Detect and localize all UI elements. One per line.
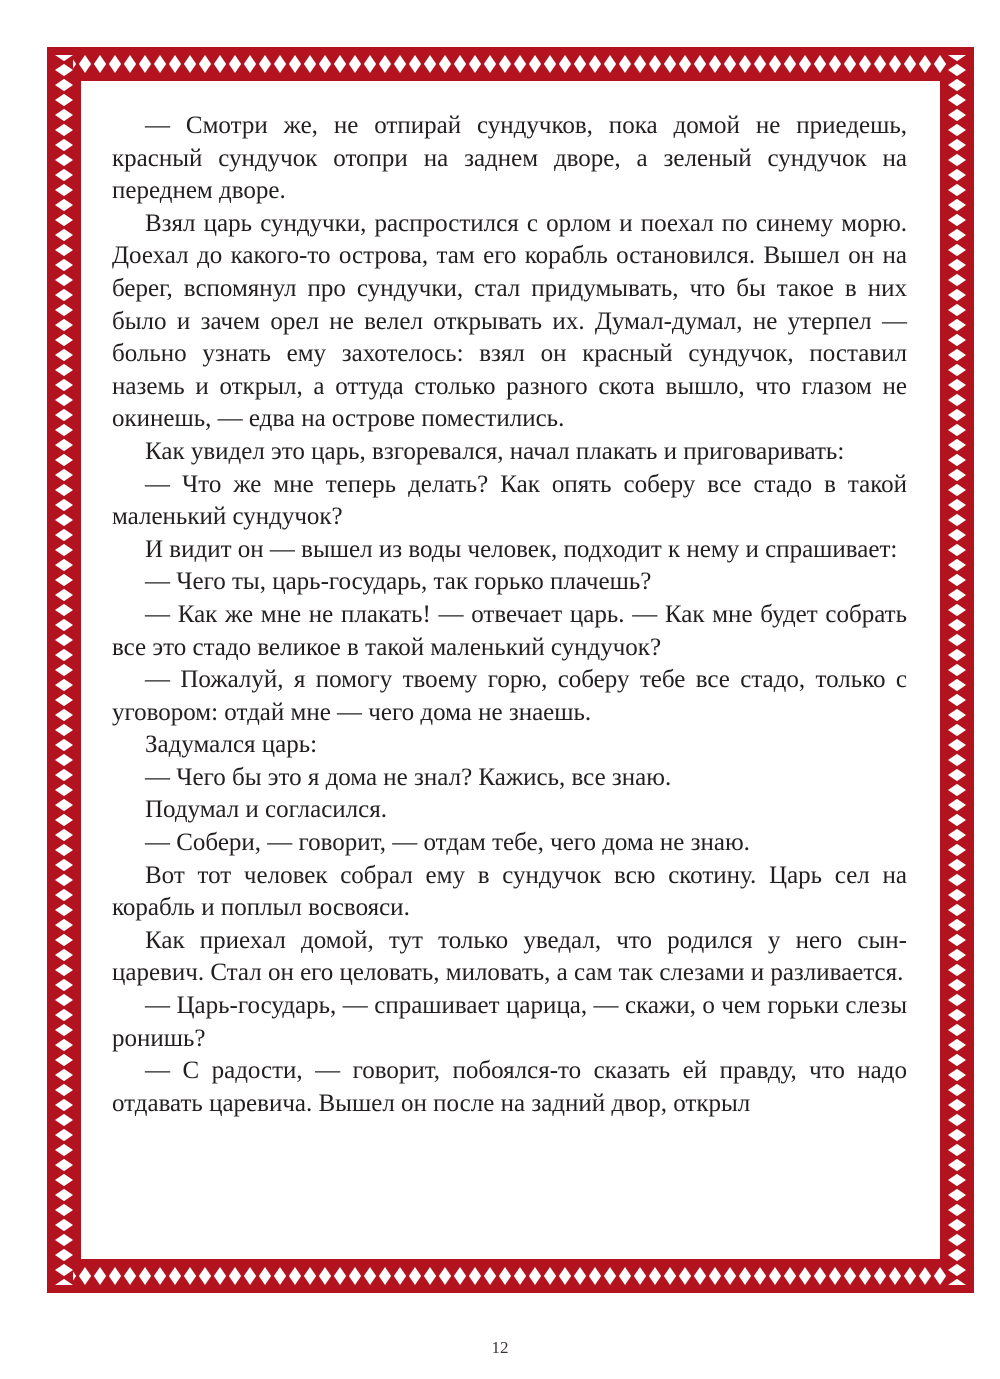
paragraph: Как приехал домой, тут только уведал, что родился у него сын-царевич. Стал он его целовать, миловать, а сам так слезами и разливается. — [112, 926, 907, 987]
story-text — [112, 110, 907, 1120]
border-ornament-left — [55, 55, 73, 1285]
border-ornament-top — [55, 55, 966, 73]
paragraph: Вот тот человек собрал ему в сундучок всю скотину. Царь сел на корабль и поплыл восвояси. — [112, 861, 907, 922]
paragraph: Подумал и согласился. — [145, 796, 387, 824]
paragraph: Как увидел это царь, взгоревался, начал плакать и приговаривать: — [145, 437, 845, 465]
border-ornament-right — [948, 55, 966, 1285]
border-ornament-bottom — [55, 1267, 966, 1285]
paragraph: — Что же мне теперь делать? Как опять соберу все стадо в такой маленький сундучок? — [112, 470, 907, 531]
paragraph: Взял царь сундучки, распростился с орлом и поехал по синему морю. Доехал до какого-то острова, там его корабль остановился. Вышел он на берег, вспомянул про сундучки, стал придумывать, что бы такое в них было и зачем орел не велел открывать их. Думал-думал, не утерпел — больно узнать ему захотелось: взял он красный сундучок, поставил наземь и открыл, а оттуда столько разного скота вышло, что глазом не окинешь, — едва на острове поместились. — [112, 209, 907, 433]
paragraph: Задумался царь: — [145, 731, 318, 759]
paragraph: — Смотри же, не отпирай сундучков, пока домой не приедешь, красный сундучок отопри на заднем дворе, а зеленый сундучок на переднем дворе. — [112, 112, 907, 205]
paragraph: — Как же мне не плакать! — отвечает царь. — Как мне будет собрать все это стадо великое в такой маленький сундучок? — [112, 600, 907, 661]
paragraph: — Собери, — говорит, — отдам тебе, чего дома не знаю. — [145, 829, 750, 857]
paragraph: И видит он — вышел из воды человек, подходит к нему и спрашивает: — [145, 535, 898, 563]
paragraph: — Чего бы это я дома не знал? Кажись, все знаю. — [145, 763, 672, 791]
paragraph: — Чего ты, царь-государь, так горько плачешь? — [145, 568, 652, 596]
paragraph: — Пожалуй, я помогу твоему горю, соберу тебе все стадо, только с уговором: отдай мне — чего дома не знаешь. — [112, 666, 907, 726]
page-number: 12 — [491, 1338, 509, 1357]
paragraph: — С радости, — говорит, побоялся-то сказать ей правду, что надо отдавать царевича. Вышел он после на задний двор, открыл — [112, 1057, 907, 1117]
paragraph: — Царь-государь, — спрашивает царица, — скажи, о чем горьки слезы ронишь? — [112, 992, 907, 1052]
